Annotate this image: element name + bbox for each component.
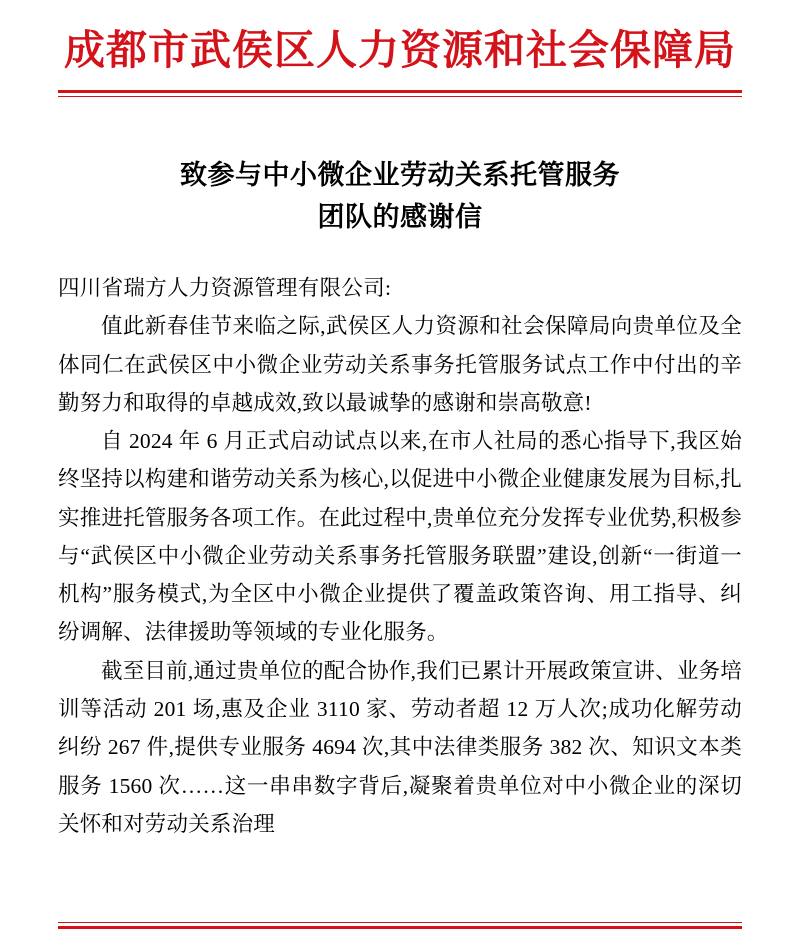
paragraph-3: 截至目前,通过贵单位的配合协作,我们已累计开展政策宣讲、业务培训等活动 201 场,惠及企业 3110 家、劳动者超 12 万人次;成功化解劳动纠纷 267 件,提供专业服务 4694 次,其中法律类服务 382 次、知识文本类服务 1560 次……这一串串数字背后,凝聚着贵单位对中小微企业的深切关怀和对劳动关系治理 [58, 658, 742, 836]
paragraph-2: 自 2024 年 6 月正式启动试点以来,在市人社局的悉心指导下,我区始终坚持以构建和谐劳动关系为核心,以促进中小微企业健康发展为目标,扎实推进托管服务各项工作。在此过程中,贵单位充分发挥专业优势,积极参与“武侯区中小微企业劳动关系事务托管服务联盟”建设,创新“一街道一机构”服务模式,为全区中小微企业提供了覆盖政策咨询、用工指导、纠纷调解、法律援助等领域的专业化服务。 [58, 429, 742, 645]
footer-divider [58, 922, 742, 929]
letterhead-rule-thin [58, 96, 742, 97]
paragraph-1: 值此新春佳节来临之际,武侯区人力资源和社会保障局向贵单位及全体同仁在武侯区中小微企业劳动关系事务托管服务试点工作中付出的辛勤努力和取得的卓越成效,致以最诚挚的感谢和崇高敬意! [58, 314, 742, 415]
salutation: 四川省瑞方人力资源管理有限公司: [58, 276, 392, 301]
footer-rule-thin [58, 922, 742, 923]
letterhead [58, 0, 742, 97]
document-title-line-1: 致参与中小微企业劳动关系托管服务 [180, 160, 620, 191]
letterhead-divider [58, 90, 742, 97]
letter-body [58, 269, 742, 843]
letterhead-rule-thick [58, 90, 742, 93]
footer-rule-thick [58, 926, 742, 929]
issuing-organization-title: 成都市武侯区人力资源和社会保障局 [64, 27, 736, 73]
document-title-line-2: 团队的感谢信 [317, 202, 483, 233]
document-title [58, 155, 742, 239]
